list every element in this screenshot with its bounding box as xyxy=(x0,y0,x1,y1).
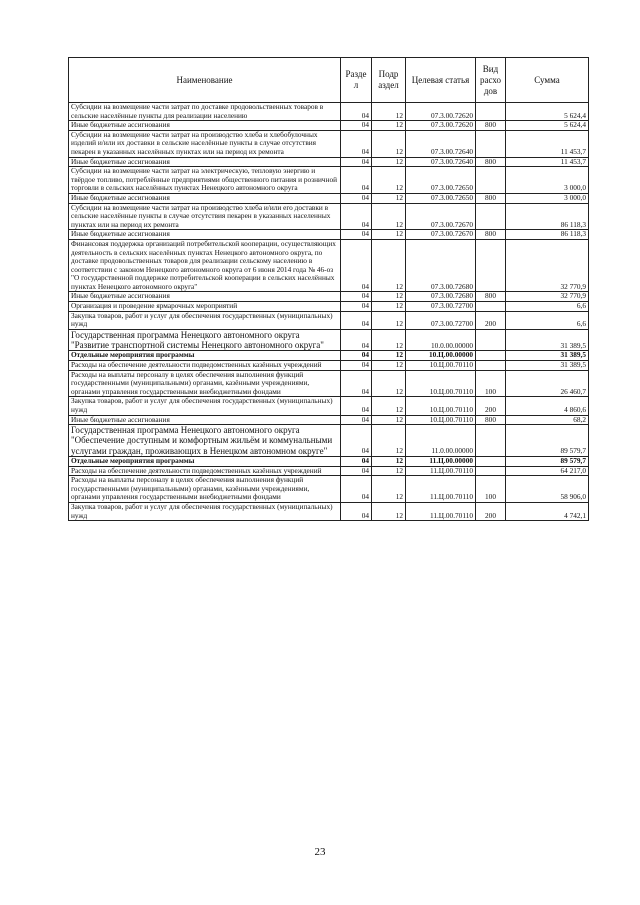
cell-summa: 86 118,3 xyxy=(506,230,589,240)
cell-razdel: 04 xyxy=(341,311,372,329)
cell-statya: 07.3.00.72650 xyxy=(406,167,476,194)
cell-razdel: 04 xyxy=(341,415,372,425)
cell-name: Закупка товаров, работ и услуг для обеспечения государственных (муниципальных) нужд xyxy=(69,397,341,415)
cell-razdel: 04 xyxy=(341,103,372,121)
cell-statya: 11.0.00.00000 xyxy=(406,425,476,457)
cell-vid: 800 xyxy=(476,193,506,203)
cell-summa: 4 860,6 xyxy=(506,397,589,415)
cell-vid xyxy=(476,130,506,157)
cell-name: Организация и проведение ярмарочных мероприятий xyxy=(69,302,341,312)
cell-vid xyxy=(476,167,506,194)
cell-statya: 07.3.00.72680 xyxy=(406,239,476,292)
cell-razdel: 04 xyxy=(341,351,372,361)
cell-podrazdel: 12 xyxy=(372,203,406,230)
cell-statya: 11.Ц.00.70110 xyxy=(406,466,476,476)
cell-name: Субсидии на возмещение части затрат на производство хлеба и/или его доставки в сельские населённые пункты в случае отсутствия пекарен в указанных населенных пунктах или на период их ремонта xyxy=(69,203,341,230)
cell-razdel: 04 xyxy=(341,302,372,312)
cell-podrazdel: 12 xyxy=(372,397,406,415)
cell-summa: 32 770,9 xyxy=(506,292,589,302)
table-row xyxy=(69,370,589,397)
page-number: 23 xyxy=(314,846,326,858)
table-row xyxy=(69,503,589,521)
cell-razdel: 04 xyxy=(341,230,372,240)
cell-statya: 07.3.00.72620 xyxy=(406,103,476,121)
cell-vid xyxy=(476,466,506,476)
cell-vid: 800 xyxy=(476,292,506,302)
cell-statya: 10.Ц.00.70110 xyxy=(406,397,476,415)
cell-razdel: 04 xyxy=(341,425,372,457)
cell-summa: 31 389,5 xyxy=(506,361,589,371)
cell-statya: 07.3.00.72620 xyxy=(406,121,476,131)
table-row xyxy=(69,425,589,457)
cell-statya: 10.Ц.00.70110 xyxy=(406,415,476,425)
cell-summa: 31 389,5 xyxy=(506,329,589,351)
cell-razdel: 04 xyxy=(341,239,372,292)
table-row xyxy=(69,121,589,131)
table-row xyxy=(69,193,589,203)
table-row xyxy=(69,466,589,476)
cell-name: Закупка товаров, работ и услуг для обеспечения государственных (муниципальных) нужд xyxy=(69,311,341,329)
cell-name: Государственная программа Ненецкого автономного округа "Развитие транспортной системы Ненецкого автономного округа" xyxy=(69,329,341,351)
cell-vid: 100 xyxy=(476,476,506,503)
cell-statya: 07.3.00.72680 xyxy=(406,292,476,302)
cell-summa: 5 624,4 xyxy=(506,121,589,131)
cell-vid: 200 xyxy=(476,397,506,415)
cell-name: Государственная программа Ненецкого автономного округа "Обеспечение доступным и комфортным жильём и коммунальными услугами граждан, проживающих в Ненецком автономном округе" xyxy=(69,425,341,457)
header-razdel: Разде л xyxy=(341,58,372,103)
cell-podrazdel: 12 xyxy=(372,370,406,397)
table-row xyxy=(69,415,589,425)
cell-statya: 10.Ц.00.70110 xyxy=(406,370,476,397)
cell-name: Расходы на обеспечение деятельности подведомственных казённых учреждений xyxy=(69,466,341,476)
cell-statya: 11.Ц.00.70110 xyxy=(406,503,476,521)
cell-name: Иные бюджетные ассигнования xyxy=(69,157,341,167)
cell-podrazdel: 12 xyxy=(372,311,406,329)
table-row xyxy=(69,167,589,194)
cell-summa: 6,6 xyxy=(506,311,589,329)
cell-vid xyxy=(476,302,506,312)
table-row xyxy=(69,397,589,415)
cell-name: Субсидии на возмещение части затрат по доставке продовольственных товаров в сельские населённые пункты для реализации населению xyxy=(69,103,341,121)
cell-razdel: 04 xyxy=(341,203,372,230)
cell-podrazdel: 12 xyxy=(372,157,406,167)
cell-name: Отдельные мероприятия программы xyxy=(69,351,341,361)
header-podrazdel: Подр аздел xyxy=(372,58,406,103)
cell-name: Расходы на выплаты персоналу в целях обеспечения выполнения функций государственными (муниципальными) органами, казёнными учреждениями, органами управления государственными внебюджетными фондами xyxy=(69,476,341,503)
cell-razdel: 04 xyxy=(341,121,372,131)
cell-summa: 5 624,4 xyxy=(506,103,589,121)
table-row xyxy=(69,476,589,503)
cell-name: Иные бюджетные ассигнования xyxy=(69,121,341,131)
cell-statya: 07.3.00.72640 xyxy=(406,157,476,167)
table-row xyxy=(69,103,589,121)
cell-name: Закупка товаров, работ и услуг для обеспечения государственных (муниципальных) нужд xyxy=(69,503,341,521)
cell-statya: 10.Ц.00.00000 xyxy=(406,351,476,361)
table-row xyxy=(69,302,589,312)
cell-podrazdel: 12 xyxy=(372,239,406,292)
cell-razdel: 04 xyxy=(341,361,372,371)
cell-podrazdel: 12 xyxy=(372,121,406,131)
cell-podrazdel: 12 xyxy=(372,329,406,351)
cell-podrazdel: 12 xyxy=(372,130,406,157)
cell-vid xyxy=(476,203,506,230)
cell-podrazdel: 12 xyxy=(372,457,406,467)
cell-vid: 800 xyxy=(476,230,506,240)
cell-razdel: 04 xyxy=(341,466,372,476)
table-header xyxy=(69,58,589,103)
cell-name: Субсидии на возмещение части затрат на электрическую, тепловую энергию и твёрдое топливо, потреблённые предприятиями общественного питания и розничной торговли в сельских населённых пунктах Ненецкого автономного округа xyxy=(69,167,341,194)
cell-name: Отдельные мероприятия программы xyxy=(69,457,341,467)
cell-statya: 11.Ц.00.70110 xyxy=(406,476,476,503)
cell-razdel: 04 xyxy=(341,157,372,167)
cell-vid xyxy=(476,351,506,361)
table-row xyxy=(69,311,589,329)
cell-summa: 32 770,9 xyxy=(506,239,589,292)
header-name: Наименование xyxy=(69,58,341,103)
cell-podrazdel: 12 xyxy=(372,103,406,121)
cell-razdel: 04 xyxy=(341,503,372,521)
table-row xyxy=(69,457,589,467)
table-row xyxy=(69,351,589,361)
budget-table xyxy=(68,57,589,521)
cell-statya: 10.0.00.00000 xyxy=(406,329,476,351)
cell-name: Расходы на обеспечение деятельности подведомственных казённых учреждений xyxy=(69,361,341,371)
cell-razdel: 04 xyxy=(341,292,372,302)
cell-summa: 68,2 xyxy=(506,415,589,425)
cell-summa: 86 118,3 xyxy=(506,203,589,230)
cell-vid: 100 xyxy=(476,370,506,397)
table-row xyxy=(69,157,589,167)
cell-statya: 07.3.00.72700 xyxy=(406,311,476,329)
cell-podrazdel: 12 xyxy=(372,466,406,476)
table-row xyxy=(69,230,589,240)
cell-summa: 6,6 xyxy=(506,302,589,312)
cell-vid: 800 xyxy=(476,415,506,425)
table-row xyxy=(69,239,589,292)
cell-statya: 07.3.00.72650 xyxy=(406,193,476,203)
cell-vid xyxy=(476,425,506,457)
cell-podrazdel: 12 xyxy=(372,292,406,302)
cell-summa: 64 217,0 xyxy=(506,466,589,476)
cell-statya: 07.3.00.72670 xyxy=(406,230,476,240)
cell-razdel: 04 xyxy=(341,397,372,415)
cell-statya: 07.3.00.72640 xyxy=(406,130,476,157)
cell-name: Финансовая поддержка организаций потребительской кооперации, осуществляющих деятельность в сельских населённых пунктах Ненецкого автономного округа, по доставке продовольственных товаров для реализации сельскому населению в соответствии с законом Ненецкого автономного округа от 6 июня 2014 года № 46-оз "О государственной поддержке потребительской кооперации в сельских населённых пунктах Ненецкого автономного округа" xyxy=(69,239,341,292)
cell-statya: 07.3.00.72670 xyxy=(406,203,476,230)
cell-name: Иные бюджетные ассигнования xyxy=(69,193,341,203)
table-body xyxy=(69,103,589,521)
cell-podrazdel: 12 xyxy=(372,351,406,361)
cell-summa: 58 906,0 xyxy=(506,476,589,503)
cell-vid: 800 xyxy=(476,121,506,131)
cell-razdel: 04 xyxy=(341,167,372,194)
table-row xyxy=(69,292,589,302)
cell-name: Субсидии на возмещение части затрат на производство хлеба и хлебобулочных изделий и/или их доставки в сельские населённые пункты в случае отсутствия пекарен в указанных населённых пунктах или на период их ремонта xyxy=(69,130,341,157)
cell-vid xyxy=(476,239,506,292)
header-summa: Сумма xyxy=(506,58,589,103)
cell-podrazdel: 12 xyxy=(372,193,406,203)
header-statya: Целевая статья xyxy=(406,58,476,103)
table-row xyxy=(69,203,589,230)
cell-razdel: 04 xyxy=(341,457,372,467)
cell-podrazdel: 12 xyxy=(372,503,406,521)
cell-name: Расходы на выплаты персоналу в целях обеспечения выполнения функций государственными (муниципальными) органами, казёнными учреждениями, органами управления государственными внебюджетными фондами xyxy=(69,370,341,397)
cell-name: Иные бюджетные ассигнования xyxy=(69,292,341,302)
table-row xyxy=(69,329,589,351)
cell-podrazdel: 12 xyxy=(372,302,406,312)
cell-razdel: 04 xyxy=(341,329,372,351)
cell-podrazdel: 12 xyxy=(372,425,406,457)
cell-razdel: 04 xyxy=(341,370,372,397)
cell-podrazdel: 12 xyxy=(372,415,406,425)
cell-razdel: 04 xyxy=(341,193,372,203)
cell-razdel: 04 xyxy=(341,476,372,503)
cell-summa: 4 742,1 xyxy=(506,503,589,521)
cell-summa: 11 453,7 xyxy=(506,130,589,157)
cell-vid xyxy=(476,103,506,121)
cell-podrazdel: 12 xyxy=(372,476,406,503)
cell-podrazdel: 12 xyxy=(372,230,406,240)
cell-name: Иные бюджетные ассигнования xyxy=(69,230,341,240)
cell-vid: 800 xyxy=(476,157,506,167)
cell-vid xyxy=(476,329,506,351)
cell-summa: 26 460,7 xyxy=(506,370,589,397)
cell-vid: 200 xyxy=(476,311,506,329)
cell-summa: 89 579,7 xyxy=(506,457,589,467)
cell-vid xyxy=(476,361,506,371)
cell-summa: 3 000,0 xyxy=(506,167,589,194)
cell-statya: 11.Ц.00.00000 xyxy=(406,457,476,467)
cell-summa: 89 579,7 xyxy=(506,425,589,457)
cell-podrazdel: 12 xyxy=(372,167,406,194)
cell-summa: 31 389,5 xyxy=(506,351,589,361)
cell-name: Иные бюджетные ассигнования xyxy=(69,415,341,425)
header-vid: Вид расхо дов xyxy=(476,58,506,103)
cell-summa: 3 000,0 xyxy=(506,193,589,203)
cell-summa: 11 453,7 xyxy=(506,157,589,167)
cell-podrazdel: 12 xyxy=(372,361,406,371)
table-row xyxy=(69,130,589,157)
cell-vid xyxy=(476,457,506,467)
cell-vid: 200 xyxy=(476,503,506,521)
cell-razdel: 04 xyxy=(341,130,372,157)
cell-statya: 07.3.00.72700 xyxy=(406,302,476,312)
table-row xyxy=(69,361,589,371)
cell-statya: 10.Ц.00.70110 xyxy=(406,361,476,371)
